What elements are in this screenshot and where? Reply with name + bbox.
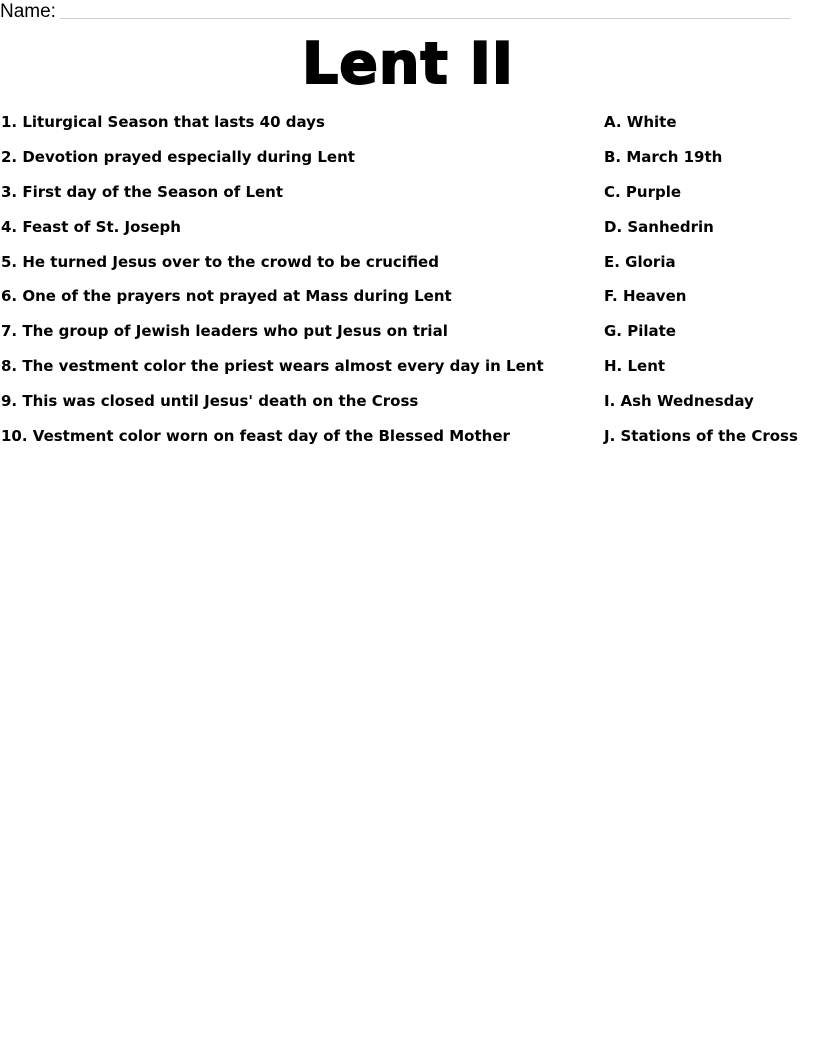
name-underline[interactable]: [60, 18, 790, 19]
answer-item: B. March 19th: [604, 147, 723, 166]
clue-item: 2. Devotion prayed especially during Lent: [1, 147, 355, 166]
answer-item: A. White: [604, 113, 677, 131]
answer-item: J. Stations of the Cross: [604, 427, 798, 446]
clue-item: 9. This was closed until Jesus' death on the Cross: [1, 392, 419, 411]
answer-item: E. Gloria: [604, 252, 676, 271]
clue-item: 1. Liturgical Season that lasts 40 days: [1, 113, 325, 131]
answer-item: H. Lent: [604, 357, 666, 376]
clue-item: 4. Feast of St. Joseph: [1, 217, 181, 236]
clue-item: 10. Vestment color worn on feast day of the Blessed Mother: [1, 427, 510, 446]
answer-item: C. Purple: [604, 182, 682, 201]
answer-list: [604, 112, 798, 461]
answer-item: G. Pilate: [604, 322, 676, 341]
name-field[interactable]: [0, 0, 790, 22]
answer-item: D. Sanhedrin: [604, 217, 714, 236]
clue-item: 3. First day of the Season of Lent: [1, 182, 284, 201]
answer-item: F. Heaven: [604, 287, 687, 306]
clue-item: 7. The group of Jewish leaders who put Jesus on trial: [1, 322, 448, 341]
name-label: Name:: [0, 1, 56, 22]
clue-item: 6. One of the prayers not prayed at Mass during Lent: [1, 287, 452, 306]
worksheet-title: Lent II: [301, 31, 515, 97]
clue-item: 5. He turned Jesus over to the crowd to be crucified: [1, 252, 439, 271]
answer-item: I. Ash Wednesday: [604, 392, 754, 411]
clue-item: 8. The vestment color the priest wears almost every day in Lent: [1, 357, 544, 376]
clue-list: [1, 112, 544, 461]
